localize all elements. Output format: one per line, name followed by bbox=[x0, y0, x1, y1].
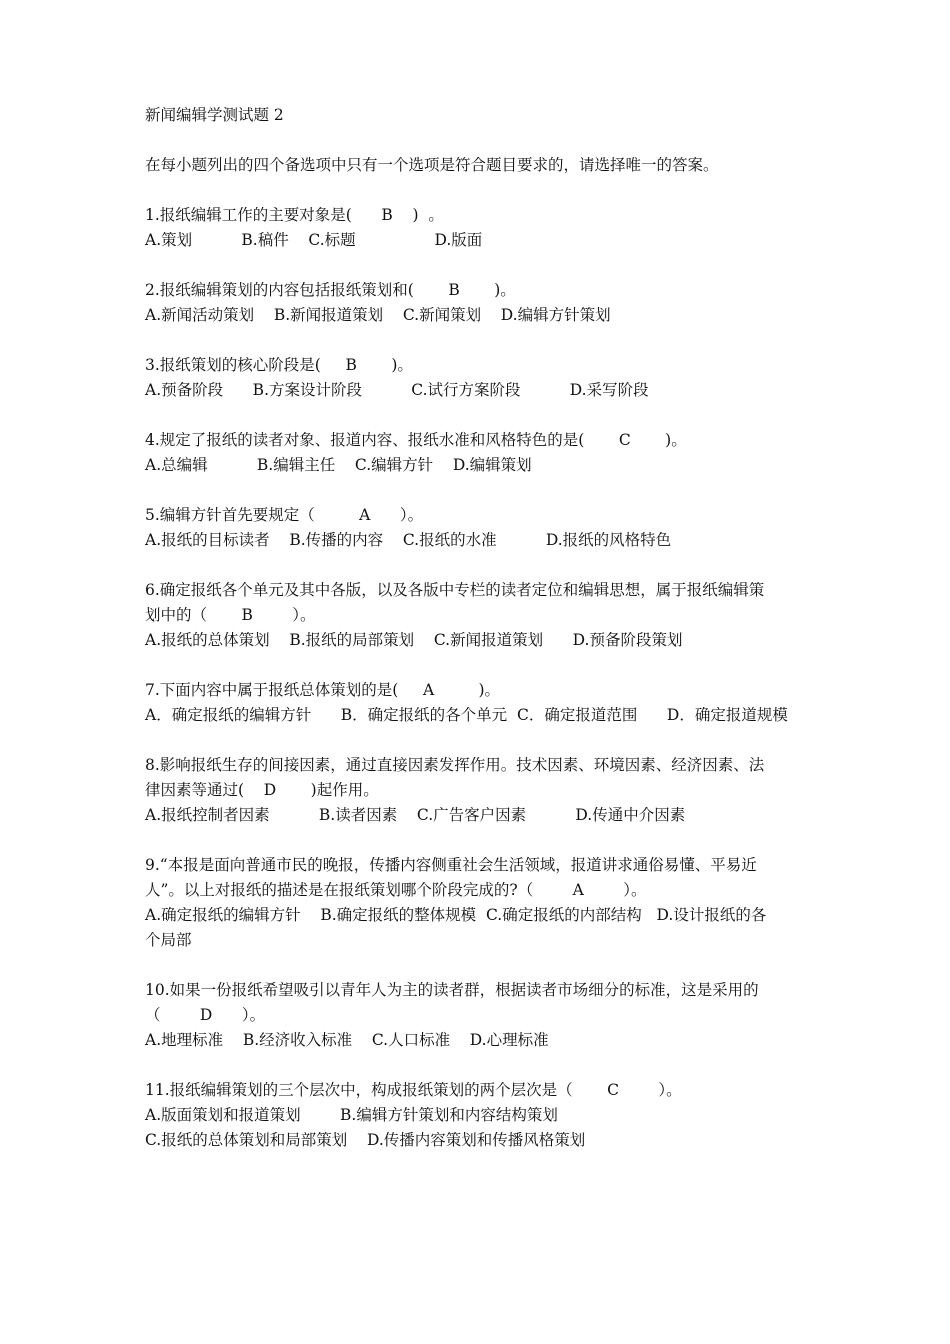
question-item bbox=[145, 428, 825, 478]
question-stem: 6.确定报纸各个单元及其中各版，以及各版中专栏的读者定位和编辑思想，属于报纸编辑策 bbox=[145, 581, 765, 599]
question-stem: 11.报纸编辑策划的三个层次中，构成报纸策划的两个层次是（ C ）。 bbox=[145, 1081, 682, 1099]
question-stem: （ D ）。 bbox=[145, 1006, 266, 1024]
question-item bbox=[145, 203, 825, 253]
question-options: 个局部 bbox=[145, 931, 192, 949]
question-stem: 4.规定了报纸的读者对象、报道内容、报纸水准和风格特色的是( C )。 bbox=[145, 431, 687, 449]
question-options: A.报纸控制者因素 B.读者因素 C.广告客户因素 D.传通中介因素 bbox=[145, 806, 686, 824]
question-options: A.确定报纸的编辑方针 B.确定报纸的整体规模 C.确定报纸的内部结构 D.设计报纸的各 bbox=[145, 906, 767, 924]
question-stem: 9.“本报是面向普通市民的晚报，传播内容侧重社会生活领域，报道讲求通俗易懂、平易近 bbox=[145, 856, 757, 874]
question-options: A．确定报纸的编辑方针 B．确定报纸的各个单元 C．确定报道范围 D．确定报道规模 bbox=[145, 706, 788, 724]
question-options: C.报纸的总体策划和局部策划 D.传播内容策划和传播风格策划 bbox=[145, 1131, 586, 1149]
question-item bbox=[145, 503, 825, 553]
question-item bbox=[145, 853, 825, 953]
question-item bbox=[145, 578, 825, 653]
question-stem: 1.报纸编辑工作的主要对象是( B ) 。 bbox=[145, 206, 444, 224]
question-item bbox=[145, 978, 825, 1053]
question-item bbox=[145, 1078, 825, 1153]
question-stem: 7.下面内容中属于报纸总体策划的是( A )。 bbox=[145, 681, 501, 699]
question-options: A.新闻活动策划 B.新闻报道策划 C.新闻策划 D.编辑方针策划 bbox=[145, 306, 611, 324]
question-item bbox=[145, 678, 825, 728]
question-options: A.地理标准 B.经济收入标准 C.人口标准 D.心理标准 bbox=[145, 1031, 549, 1049]
question-options: A.报纸的总体策划 B.报纸的局部策划 C.新闻报道策划 D.预备阶段策划 bbox=[145, 631, 683, 649]
question-stem: 10.如果一份报纸希望吸引以青年人为主的读者群，根据读者市场细分的标准，这是采用的 bbox=[145, 981, 759, 999]
question-list bbox=[145, 203, 825, 1153]
document-page bbox=[145, 103, 825, 1178]
instruction-text: 在每小题列出的四个备选项中只有一个选项是符合题目要求的，请选择唯一的答案。 bbox=[145, 156, 719, 174]
question-stem: 律因素等通过( D )起作用。 bbox=[145, 781, 379, 799]
question-stem: 2.报纸编辑策划的内容包括报纸策划和( B )。 bbox=[145, 281, 516, 299]
question-options: A.策划 B.稿件 C.标题 D.版面 bbox=[145, 231, 483, 249]
document-title: 新闻编辑学测试题 2 bbox=[145, 106, 284, 124]
question-item bbox=[145, 353, 825, 403]
question-item bbox=[145, 278, 825, 328]
question-options: A.版面策划和报道策划 B.编辑方针策划和内容结构策划 bbox=[145, 1106, 558, 1124]
question-options: A.预备阶段 B.方案设计阶段 C.试行方案阶段 D.采写阶段 bbox=[145, 381, 649, 399]
question-item bbox=[145, 753, 825, 828]
question-stem: 人”。以上对报纸的描述是在报纸策划哪个阶段完成的?（ A ）。 bbox=[145, 881, 647, 899]
question-stem: 5.编辑方针首先要规定（ A ）。 bbox=[145, 506, 424, 524]
question-options: A.报纸的目标读者 B.传播的内容 C.报纸的水准 D.报纸的风格特色 bbox=[145, 531, 672, 549]
question-stem: 8.影响报纸生存的间接因素，通过直接因素发挥作用。技术因素、环境因素、经济因素、法 bbox=[145, 756, 765, 774]
question-options: A.总编辑 B.编辑主任 C.编辑方针 D.编辑策划 bbox=[145, 456, 532, 474]
question-stem: 划中的（ B ）。 bbox=[145, 606, 316, 624]
question-stem: 3.报纸策划的核心阶段是( B )。 bbox=[145, 356, 413, 374]
